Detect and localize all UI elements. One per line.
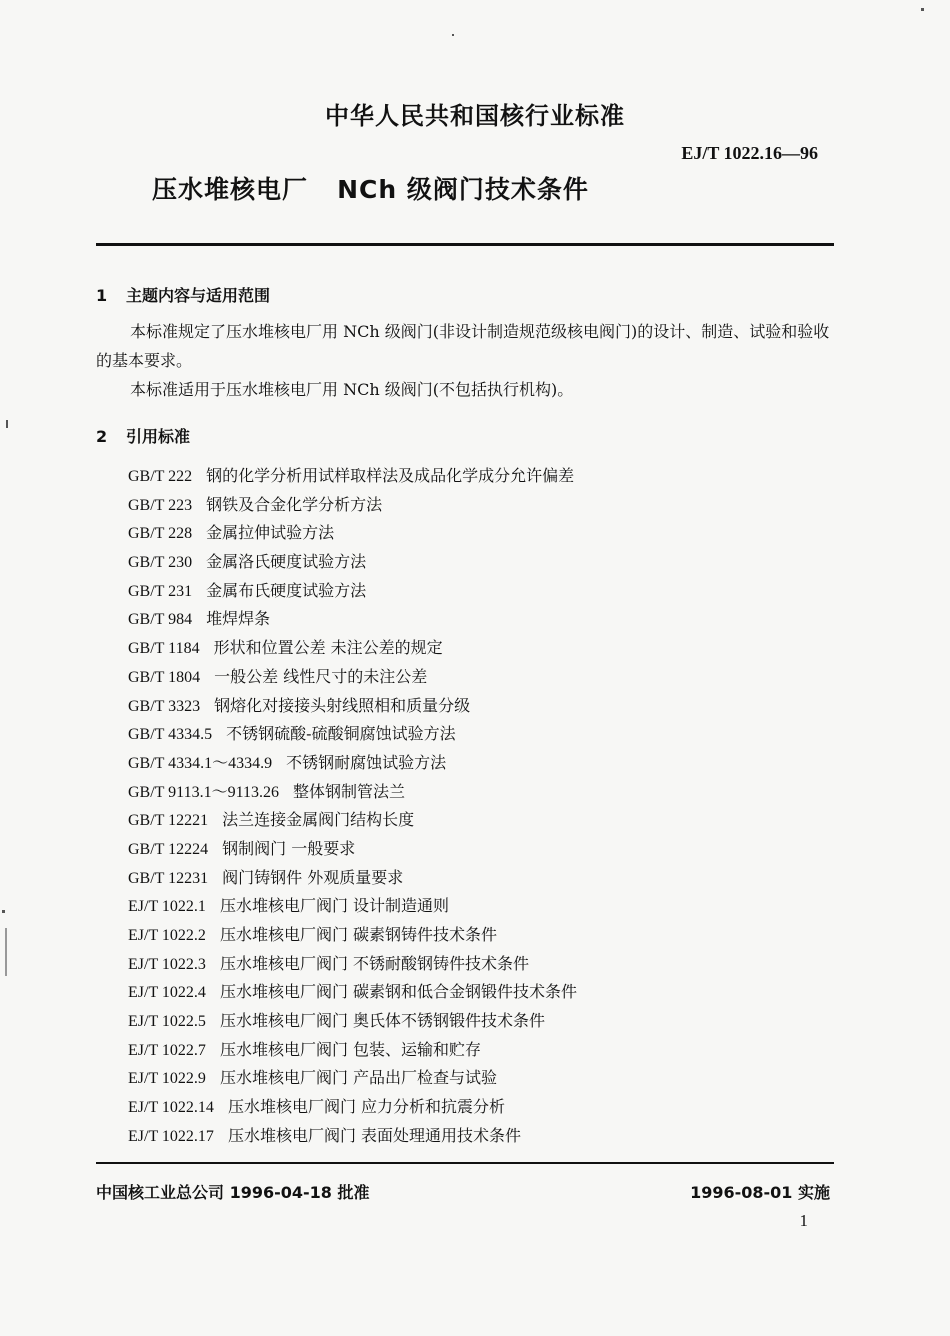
reference-code: GB/T 12221: [128, 812, 209, 830]
reference-title: 阀门铸钢件 外观质量要求: [222, 867, 404, 887]
reference-title: 金属拉伸试验方法: [206, 523, 335, 543]
reference-code: GB/T 12231: [128, 869, 209, 887]
reference-code: GB/T 984: [128, 611, 193, 629]
header-divider: [96, 243, 834, 246]
reference-title: 钢制阀门 一般要求: [222, 838, 356, 858]
reference-code: GB/T 230: [128, 554, 193, 572]
reference-item: [128, 749, 577, 778]
reference-code: EJ/T 1022.2: [128, 927, 206, 944]
footer-divider: [96, 1162, 834, 1164]
reference-item: [128, 950, 577, 979]
reference-title: 压水堆核电厂阀门 表面处理通用技术条件: [227, 1125, 522, 1145]
reference-code: GB/T 222: [128, 468, 193, 485]
reference-list: [128, 462, 577, 1151]
effective-date: 1996-08-01 实施: [690, 1183, 830, 1202]
scan-speck: [452, 34, 454, 36]
reference-item: [128, 892, 577, 921]
section-1-paragraph: 本标准适用于压水堆核电厂用 NCh 级阀门(不包括执行机构)。: [130, 380, 574, 399]
reference-item: [128, 605, 577, 634]
section-1-heading: [96, 283, 270, 306]
reference-code: GB/T 1804: [128, 668, 201, 686]
reference-item: [128, 921, 577, 950]
reference-item: [128, 1122, 577, 1151]
scan-speck: [6, 420, 8, 428]
section-1-number: 1: [96, 286, 108, 305]
reference-title: 形状和位置公差 未注公差的规定: [213, 638, 443, 658]
reference-item: [128, 462, 577, 491]
reference-title: 钢铁及合金化学分析方法: [206, 494, 383, 514]
page-number: 1: [799, 1211, 808, 1230]
reference-item: [128, 720, 577, 749]
reference-item: [128, 491, 577, 520]
section-2-title: 引用标准: [126, 427, 191, 446]
reference-item: [128, 519, 577, 548]
reference-title: 压水堆核电厂阀门 应力分析和抗震分析: [227, 1097, 506, 1117]
reference-item: [128, 634, 577, 663]
reference-code: EJ/T 1022.1: [128, 898, 206, 916]
reference-item: [128, 1093, 577, 1122]
reference-title: 不锈钢耐腐蚀试验方法: [286, 752, 447, 772]
reference-code: GB/T 3323: [128, 697, 201, 715]
reference-code: EJ/T 1022.9: [128, 1070, 206, 1088]
reference-code: GB/T 231: [128, 582, 193, 600]
reference-code: GB/T 9113.1～9113.26: [128, 783, 279, 801]
reference-title: 压水堆核电厂阀门 碳素钢铸件技术条件: [219, 925, 498, 944]
reference-title: 压水堆核电厂阀门 包装、运输和贮存: [219, 1039, 482, 1059]
section-1-paragraph: 本标准规定了压水堆核电厂用 NCh 级阀门(非设计制造规范级核电阀门)的设计、制造、试验和验收的基本要求。: [96, 322, 830, 370]
reference-item: [128, 835, 577, 864]
reference-code: EJ/T 1022.14: [128, 1099, 214, 1117]
reference-item: [128, 1007, 577, 1036]
reference-code: EJ/T 1022.17: [128, 1127, 214, 1145]
reference-code: GB/T 223: [128, 496, 193, 514]
reference-title: 压水堆核电厂阀门 设计制造通则: [219, 896, 450, 916]
reference-title: 一般公差 线性尺寸的未注公差: [214, 666, 428, 686]
reference-item: [128, 864, 577, 893]
scan-speck: [2, 910, 5, 913]
org-title: 中华人民共和国核行业标准: [325, 102, 625, 130]
reference-item: [128, 1036, 577, 1065]
section-1-title: 主题内容与适用范围: [126, 286, 271, 305]
reference-title: 堆焊焊条: [206, 609, 271, 629]
reference-code: EJ/T 1022.7: [128, 1041, 206, 1059]
reference-code: EJ/T 1022.4: [128, 984, 206, 1002]
reference-title: 压水堆核电厂阀门 碳素钢和低合金钢锻件技术条件: [219, 982, 578, 1002]
reference-title: 钢熔化对接接头射线照相和质量分级: [214, 695, 471, 715]
reference-code: GB/T 1184: [128, 640, 200, 658]
reference-title: 法兰连接金属阀门结构长度: [222, 810, 415, 830]
reference-code: EJ/T 1022.3: [128, 955, 206, 973]
reference-code: EJ/T 1022.5: [128, 1013, 206, 1031]
reference-title: 不锈钢硫酸-硫酸铜腐蚀试验方法: [226, 724, 456, 744]
reference-title: 压水堆核电厂阀门 产品出厂检查与试验: [219, 1068, 498, 1088]
reference-item: [128, 778, 577, 807]
approval-line: 中国核工业总公司 1996-04-18 批准: [96, 1183, 370, 1202]
standard-code: EJ/T 1022.16—96: [681, 143, 818, 163]
reference-title: 钢的化学分析用试样取样法及成品化学成分允许偏差: [206, 466, 575, 485]
section-2-heading: [96, 424, 190, 447]
reference-title: 压水堆核电厂阀门 奥氏体不锈钢锻件技术条件: [219, 1011, 546, 1031]
reference-title: 金属洛氏硬度试验方法: [206, 552, 367, 572]
section-2-number: 2: [96, 427, 108, 446]
reference-code: GB/T 228: [128, 525, 193, 543]
reference-title: 整体钢制管法兰: [292, 781, 405, 801]
reference-item: [128, 806, 577, 835]
reference-item: [128, 692, 577, 721]
scan-speck: [5, 928, 7, 976]
document-title: 压水堆核电厂 NCh 级阀门技术条件: [152, 175, 589, 204]
reference-title: 压水堆核电厂阀门 不锈耐酸钢铸件技术条件: [219, 953, 530, 973]
reference-title: 金属布氏硬度试验方法: [206, 580, 367, 600]
reference-item: [128, 663, 577, 692]
reference-item: [128, 577, 577, 606]
reference-code: GB/T 4334.1～4334.9: [128, 754, 273, 772]
scan-speck: [921, 8, 924, 11]
reference-code: GB/T 12224: [128, 840, 209, 858]
reference-item: [128, 1064, 577, 1093]
reference-code: GB/T 4334.5: [128, 726, 213, 744]
reference-item: [128, 978, 577, 1007]
reference-item: [128, 548, 577, 577]
